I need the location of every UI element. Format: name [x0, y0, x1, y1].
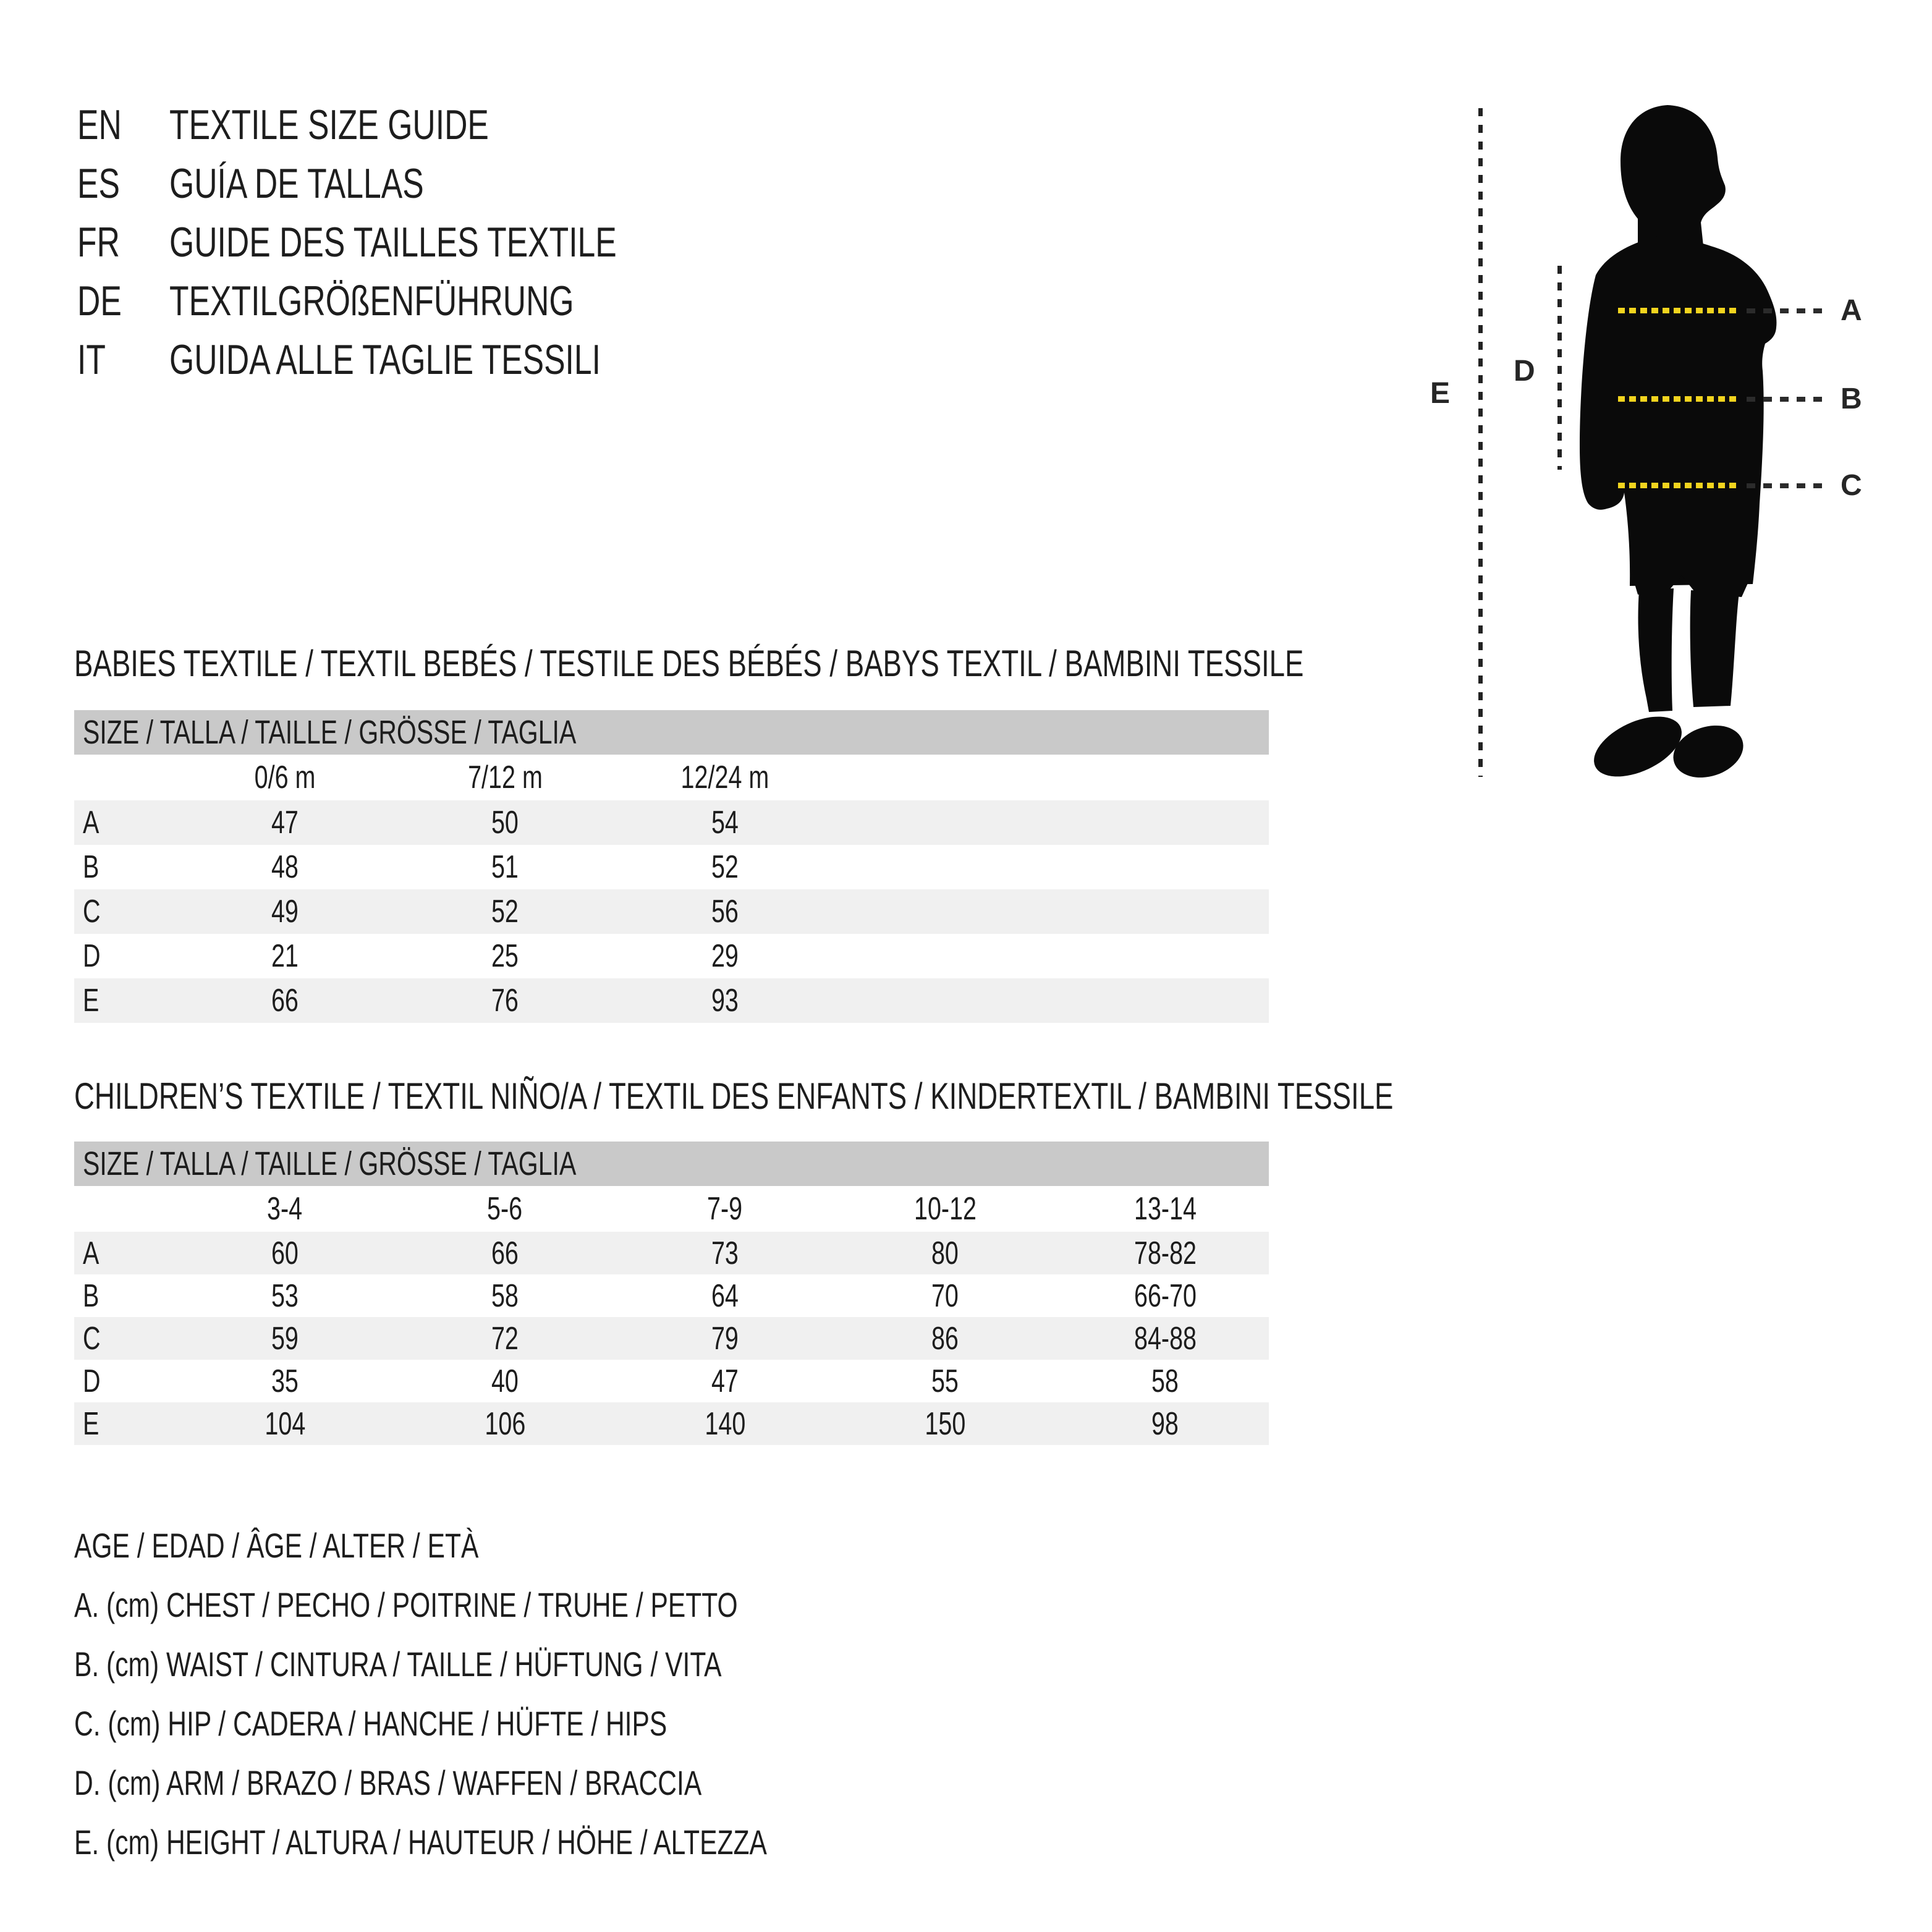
cell-value: 50 — [491, 805, 519, 841]
row-label: C — [83, 1320, 101, 1357]
column-header: 10-12 — [913, 1191, 977, 1227]
chest-measure-dashes — [1618, 308, 1739, 313]
cell-value: 21 — [271, 938, 299, 974]
cell-value: 98 — [1151, 1405, 1179, 1442]
cell-value: 54 — [711, 805, 739, 841]
table-row — [74, 934, 1269, 978]
legend-line-hip: C. (cm) HIP / CADERA / HANCHE / HÜFTE / HIPS — [74, 1703, 667, 1743]
row-label: E — [83, 1405, 100, 1442]
language-title-list — [77, 95, 758, 389]
cell-value: 58 — [1151, 1363, 1179, 1399]
size-header: SIZE / TALLA / TAILLE / GRÖSSE / TAGLIA — [83, 1145, 577, 1182]
cell-value: 84-88 — [1133, 1320, 1197, 1357]
label-hip: C — [1841, 469, 1862, 502]
language-code: EN — [77, 101, 122, 148]
language-title: GUIDE DES TAILLES TEXTILE — [169, 218, 617, 266]
cell-value: 60 — [271, 1235, 299, 1271]
cell-value: 56 — [711, 894, 739, 930]
row-label: B — [83, 849, 100, 885]
cell-value: 66 — [271, 983, 299, 1019]
cell-value: 93 — [711, 983, 739, 1019]
hip-leader-dashes — [1747, 483, 1822, 488]
label-chest: A — [1841, 294, 1862, 327]
measurement-legend — [74, 1515, 986, 1871]
size-header: SIZE / TALLA / TAILLE / GRÖSSE / TAGLIA — [83, 714, 577, 751]
language-row-it — [77, 330, 758, 389]
cell-value: 51 — [491, 849, 519, 885]
language-code: FR — [77, 218, 120, 266]
cell-value: 66-70 — [1133, 1277, 1197, 1314]
language-row-de — [77, 271, 758, 330]
cell-value: 58 — [491, 1277, 519, 1314]
cell-value: 52 — [711, 849, 739, 885]
cell-value: 49 — [271, 894, 299, 930]
legend-line-arm: D. (cm) ARM / BRAZO / BRAS / WAFFEN / BRACCIA — [74, 1763, 702, 1802]
table-row — [74, 1360, 1269, 1402]
row-label: D — [83, 1363, 101, 1399]
label-waist: B — [1841, 383, 1862, 415]
waist-measure-dashes — [1618, 396, 1739, 402]
row-label: A — [83, 805, 100, 841]
language-code: ES — [77, 159, 120, 207]
cell-value: 64 — [711, 1277, 739, 1314]
cell-value: 55 — [931, 1363, 959, 1399]
language-row-es — [77, 154, 758, 213]
legend-line-waist: B. (cm) WAIST / CINTURA / TAILLE / HÜFTUNG / VITA — [74, 1644, 722, 1684]
cell-value: 52 — [491, 894, 519, 930]
row-label: C — [83, 894, 101, 930]
language-title: GUÍA DE TALLAS — [169, 159, 424, 207]
table-row — [74, 978, 1269, 1023]
children-section-title: CHILDREN’S TEXTILE / TEXTIL NIÑO/A / TEXTIL DES ENFANTS / KINDERTEXTIL / BAMBINI TESSILE — [74, 1075, 1394, 1117]
cell-value: 53 — [271, 1277, 299, 1314]
row-label: A — [83, 1235, 100, 1271]
legend-line-chest: A. (cm) CHEST / PECHO / POITRINE / TRUHE / PETTO — [74, 1585, 738, 1624]
cell-value: 73 — [711, 1235, 739, 1271]
cell-value: 25 — [491, 938, 519, 974]
cell-value: 47 — [271, 805, 299, 841]
cell-value: 106 — [485, 1405, 525, 1442]
waist-leader-dashes — [1747, 397, 1822, 402]
column-header: 7-9 — [707, 1191, 743, 1227]
legend-line-height: E. (cm) HEIGHT / ALTURA / HAUTEUR / HÖHE / ALTEZZA — [74, 1822, 767, 1862]
children-size-header-bar — [74, 1142, 1269, 1186]
language-code: IT — [77, 336, 106, 383]
hip-measure-dashes — [1618, 483, 1739, 488]
label-height: E — [1430, 377, 1451, 410]
babies-table — [74, 710, 1269, 1023]
cell-value: 47 — [711, 1363, 739, 1399]
language-row-fr — [77, 213, 758, 271]
cell-value: 48 — [271, 849, 299, 885]
cell-value: 86 — [931, 1320, 959, 1357]
cell-value: 40 — [491, 1363, 519, 1399]
language-title: TEXTILGRÖßENFÜHRUNG — [169, 277, 574, 324]
cell-value: 78-82 — [1133, 1235, 1197, 1271]
cell-value: 150 — [925, 1405, 965, 1442]
column-header: 7/12 m — [467, 760, 543, 795]
label-arm: D — [1514, 355, 1535, 388]
column-header: 12/24 m — [680, 760, 769, 795]
column-header: 13-14 — [1133, 1191, 1197, 1227]
language-title: TEXTILE SIZE GUIDE — [169, 101, 489, 148]
children-column-headers — [74, 1186, 1269, 1232]
chest-leader-dashes — [1747, 308, 1822, 313]
cell-value: 79 — [711, 1320, 739, 1357]
table-row — [74, 845, 1269, 889]
cell-value: 29 — [711, 938, 739, 974]
language-title: GUIDA ALLE TAGLIE TESSILI — [169, 336, 601, 383]
legend-line-age: AGE / EDAD / ÂGE / ALTER / ETÀ — [74, 1525, 479, 1565]
language-row-en — [77, 95, 758, 154]
cell-value: 104 — [265, 1405, 305, 1442]
child-silhouette-icon — [1533, 93, 1879, 791]
table-row — [74, 800, 1269, 845]
table-row — [74, 1317, 1269, 1360]
cell-value: 76 — [491, 983, 519, 1019]
table-row — [74, 1232, 1269, 1274]
row-label: D — [83, 938, 101, 974]
babies-size-header-bar — [74, 710, 1269, 755]
row-label: B — [83, 1277, 100, 1314]
babies-section-title: BABIES TEXTILE / TEXTIL BEBÉS / TESTILE DES BÉBÉS / BABYS TEXTIL / BAMBINI TESSILE — [74, 643, 1304, 684]
table-row — [74, 1274, 1269, 1317]
cell-value: 140 — [705, 1405, 745, 1442]
babies-column-headers — [74, 755, 1269, 800]
language-code: DE — [77, 277, 122, 324]
row-label: E — [83, 983, 100, 1019]
cell-value: 80 — [931, 1235, 959, 1271]
column-header: 3-4 — [267, 1191, 303, 1227]
table-row — [74, 1402, 1269, 1445]
cell-value: 59 — [271, 1320, 299, 1357]
cell-value: 66 — [491, 1235, 519, 1271]
cell-value: 70 — [931, 1277, 959, 1314]
column-header: 0/6 m — [254, 760, 316, 795]
cell-value: 72 — [491, 1320, 519, 1357]
table-row — [74, 889, 1269, 934]
column-header: 5-6 — [487, 1191, 523, 1227]
cell-value: 35 — [271, 1363, 299, 1399]
children-table — [74, 1142, 1269, 1445]
